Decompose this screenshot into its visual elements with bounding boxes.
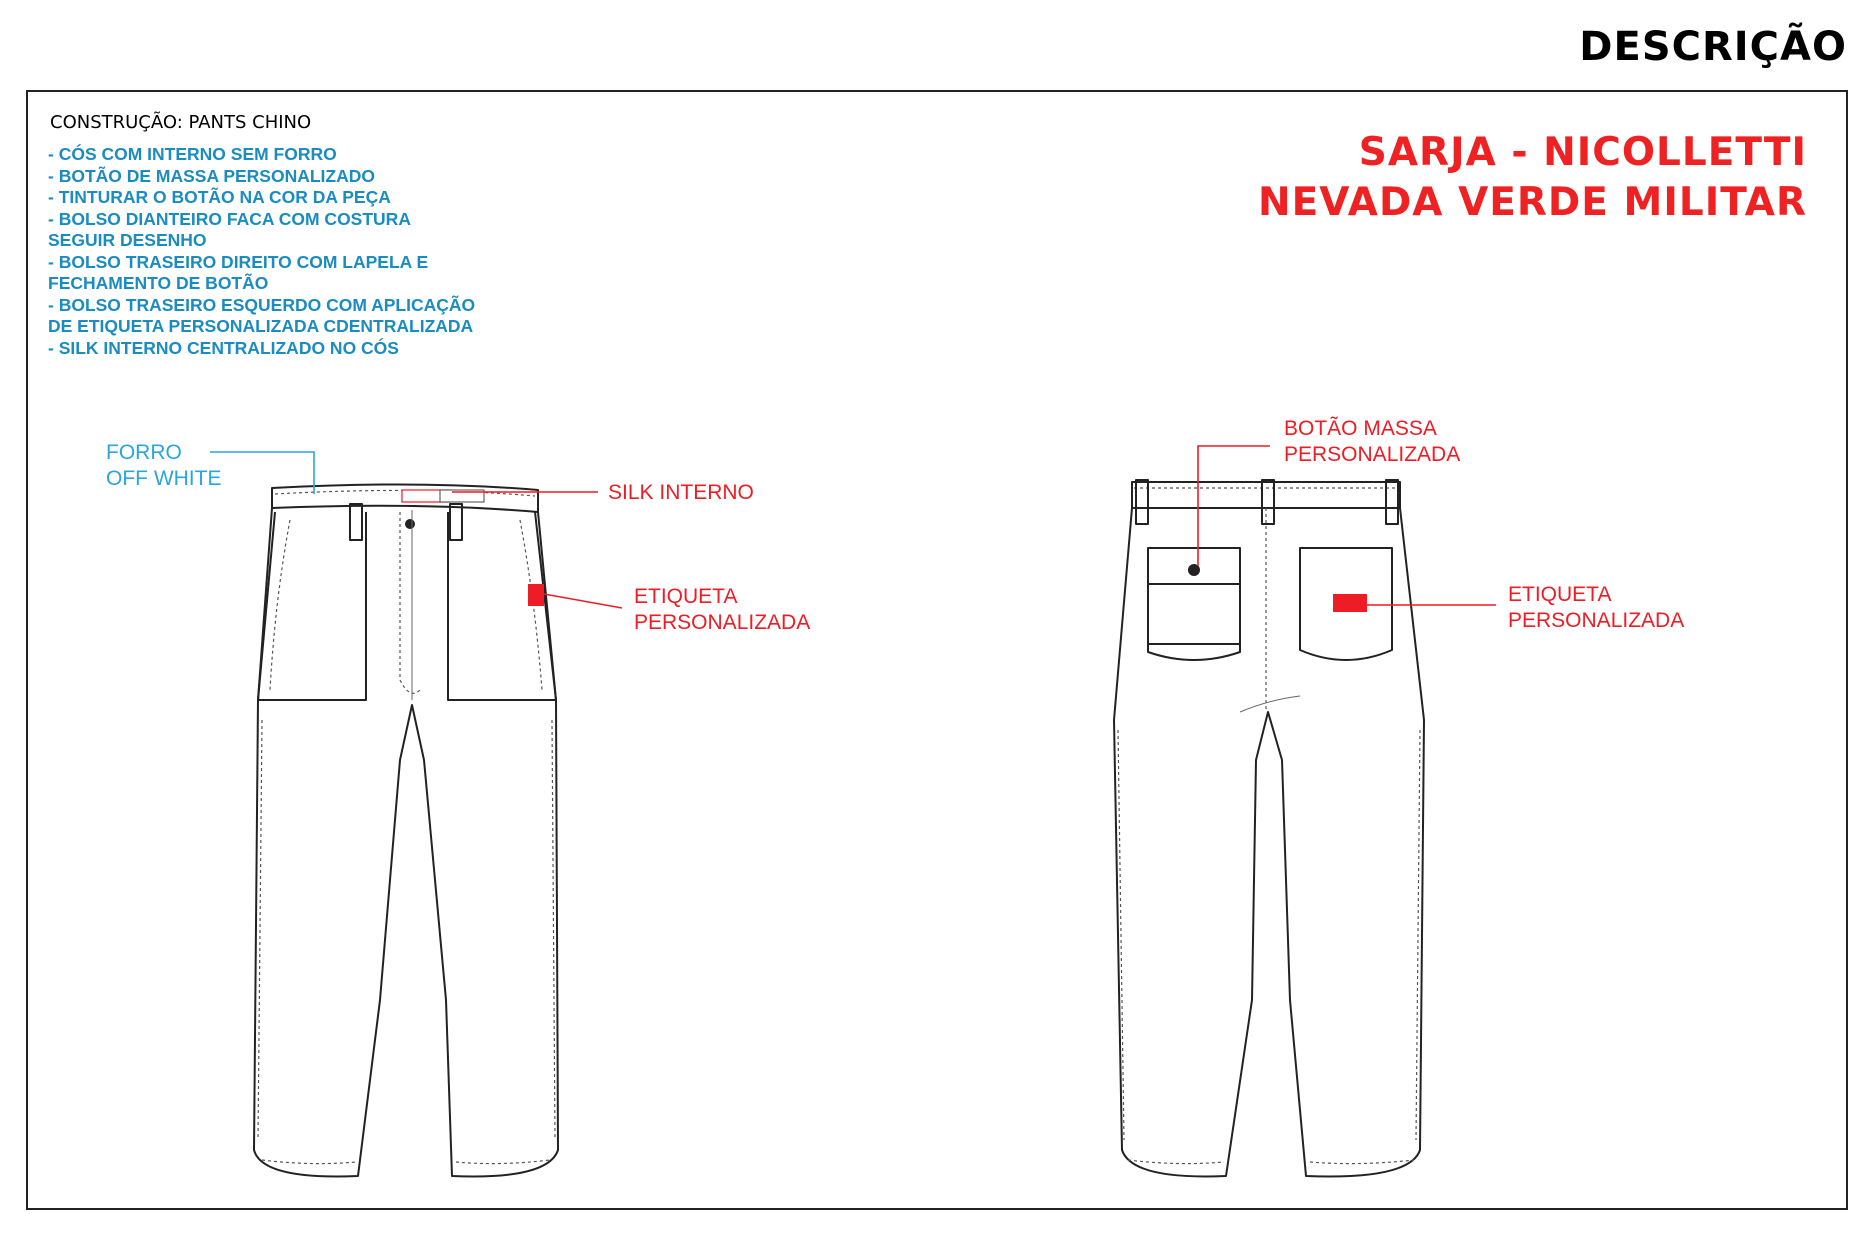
belt-loop — [450, 504, 462, 540]
note-line: DE ETIQUETA PERSONALIZADA CDENTRALIZADA — [48, 316, 474, 336]
callout-forro-line2: OFF WHITE — [106, 467, 222, 490]
note-line: - BOLSO DIANTEIRO FACA COM COSTURA — [48, 208, 411, 229]
callout-botao-line1: BOTÃO MASSA — [1284, 417, 1437, 440]
callout-botao-line2: PERSONALIZADA — [1284, 443, 1461, 466]
callout-etiqueta-front-line1: ETIQUETA — [634, 585, 738, 608]
front-button-icon — [405, 519, 415, 529]
front-pants-outline — [254, 508, 558, 1176]
fabric-name: SARJA - NICOLLETTI — [1358, 130, 1807, 175]
page-title: DESCRIÇÃO — [1579, 24, 1847, 70]
construction-label: CONSTRUÇÃO: PANTS CHINO — [50, 112, 312, 133]
back-waistband — [1132, 482, 1400, 508]
belt-loop — [1386, 480, 1398, 524]
note-line: - SILK INTERNO CENTRALIZADO NO CÓS — [48, 337, 399, 358]
note-line: - TINTURAR O BOTÃO NA COR DA PEÇA — [48, 187, 391, 207]
note-line: SEGUIR DESENHO — [48, 230, 207, 250]
belt-loop — [1262, 480, 1274, 524]
note-line: - BOLSO TRASEIRO ESQUERDO COM APLICAÇÃO — [48, 294, 476, 315]
front-etiqueta-tag — [528, 584, 544, 606]
callout-etiqueta-back-line2: PERSONALIZADA — [1508, 609, 1685, 632]
front-pants-view — [254, 484, 558, 1176]
belt-loop — [1136, 480, 1148, 524]
note-line: FECHAMENTO DE BOTÃO — [48, 273, 269, 293]
leader-etiqueta-front — [544, 594, 622, 608]
belt-loop — [350, 504, 362, 540]
back-etiqueta-tag — [1333, 594, 1367, 612]
note-line: - BOTÃO DE MASSA PERSONALIZADO — [48, 165, 375, 186]
callout-silk-interno: SILK INTERNO — [608, 481, 754, 504]
back-pants-outline — [1114, 508, 1424, 1176]
back-pants-view — [1114, 480, 1424, 1176]
callout-etiqueta-back-line1: ETIQUETA — [1508, 583, 1612, 606]
back-pocket-left — [1148, 548, 1240, 644]
callout-etiqueta-front-line2: PERSONALIZADA — [634, 611, 811, 634]
callout-forro-line1: FORRO — [106, 441, 182, 464]
fabric-color: NEVADA VERDE MILITAR — [1257, 180, 1807, 225]
note-line: - CÓS COM INTERNO SEM FORRO — [48, 144, 337, 164]
note-line: - BOLSO TRASEIRO DIREITO COM LAPELA E — [48, 251, 429, 272]
